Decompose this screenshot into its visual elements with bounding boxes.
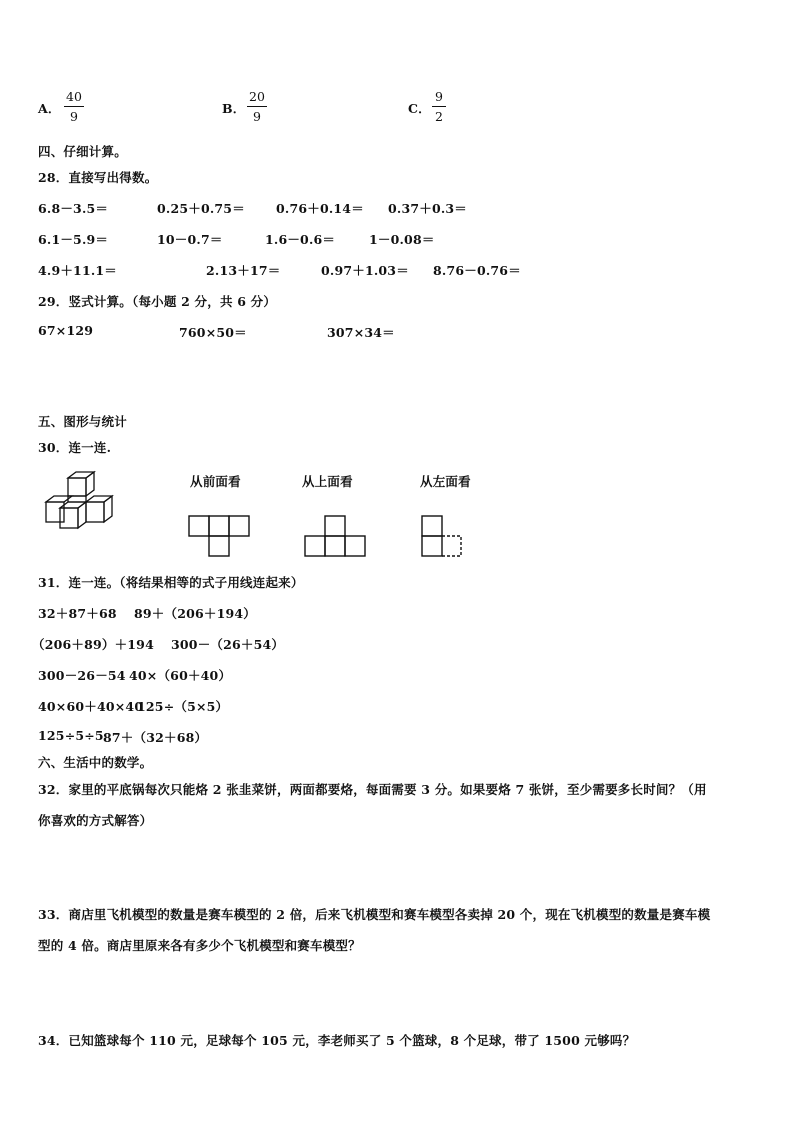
q28-item: 1－0.08＝ [369, 232, 435, 247]
choice-a-numerator: 40 [66, 89, 82, 104]
section-5-heading: 五、图形与统计 [38, 414, 127, 429]
q31-right-expr: 125÷（5×5） [137, 699, 229, 714]
q32-line-1: 32．家里的平底锅每次只能烙 2 张韭菜饼，两面都要烙，每面需要 3 分。如果要烙 7 张饼，至少需要多长时间？（用 [38, 782, 707, 797]
q29-item: 760×50＝ [179, 325, 247, 340]
choice-a-denominator: 9 [70, 109, 78, 124]
choice-a-fraction [64, 89, 84, 124]
q31-left-expr: （206＋89）＋194 [32, 637, 154, 652]
q31-right-expr: 40×（60＋40） [129, 668, 232, 683]
q28-item: 0.37＋0.3＝ [388, 201, 467, 216]
q28-item: 8.76－0.76＝ [433, 263, 521, 278]
choice-a-letter: A． [38, 101, 61, 116]
view-label-top: 从上面看 [302, 474, 353, 489]
cube-stack-figure [38, 468, 138, 540]
left-view-shape [421, 515, 463, 557]
q31-right-expr: 87＋（32＋68） [103, 730, 208, 745]
q28-item: 0.97＋1.03＝ [321, 263, 409, 278]
choice-b-denominator: 9 [253, 109, 261, 124]
q29-item: 67×129 [38, 323, 94, 338]
q28-title: 28．直接写出得数。 [38, 170, 158, 185]
section-4-heading: 四、仔细计算。 [38, 144, 127, 159]
q33-line-1: 33．商店里飞机模型的数量是赛车模型的 2 倍，后来飞机模型和赛车模型各卖掉 20 个，现在飞机模型的数量是赛车模 [38, 907, 711, 922]
q28-item: 0.25＋0.75＝ [157, 201, 245, 216]
q29-item: 307×34＝ [327, 325, 395, 340]
q28-item: 10－0.7＝ [157, 232, 223, 247]
top-view-shape [304, 515, 366, 557]
q28-item: 6.1－5.9＝ [38, 232, 109, 247]
q31-title: 31．连一连。（将结果相等的式子用线连起来） [38, 575, 304, 590]
choice-c-numerator: 9 [435, 89, 443, 104]
q28-item: 2.13＋17＝ [206, 263, 281, 278]
section-6-heading: 六、生活中的数学。 [38, 755, 153, 770]
choice-c-denominator: 2 [435, 109, 443, 124]
q34-line-1: 34．已知篮球每个 110 元，足球每个 105 元，李老师买了 5 个篮球，8 个足球，带了 1500 元够吗？ [38, 1033, 636, 1048]
q31-left-expr: 40×60＋40×40 [38, 699, 144, 714]
choice-c-fraction [432, 89, 446, 124]
q32-line-2: 你喜欢的方式解答） [38, 813, 153, 828]
choice-b-numerator: 20 [249, 89, 265, 104]
q29-title: 29．竖式计算。（每小题 2 分，共 6 分） [38, 294, 277, 309]
q28-item: 4.9＋11.1＝ [38, 263, 117, 278]
choice-b-fraction [247, 89, 267, 124]
choice-b-letter: B． [222, 101, 246, 116]
front-view-shape [188, 515, 250, 557]
q28-item: 6.8－3.5＝ [38, 201, 109, 216]
view-label-left: 从左面看 [420, 474, 471, 489]
q31-left-expr: 125÷5÷5 [38, 728, 104, 743]
q28-item: 0.76＋0.14＝ [276, 201, 364, 216]
q30-title: 30．连一连. [38, 440, 112, 455]
choice-c-letter: C． [408, 101, 431, 116]
q31-right-expr: 300－（26＋54） [171, 637, 285, 652]
q31-right-expr: 89＋（206＋194） [134, 606, 256, 621]
q31-left-expr: 32＋87＋68 [38, 606, 117, 621]
q31-left-expr: 300－26－54 [38, 668, 126, 683]
view-label-front: 从前面看 [190, 474, 241, 489]
q33-line-2: 型的 4 倍。商店里原来各有多少个飞机模型和赛车模型？ [38, 938, 361, 953]
q28-item: 1.6－0.6＝ [265, 232, 336, 247]
